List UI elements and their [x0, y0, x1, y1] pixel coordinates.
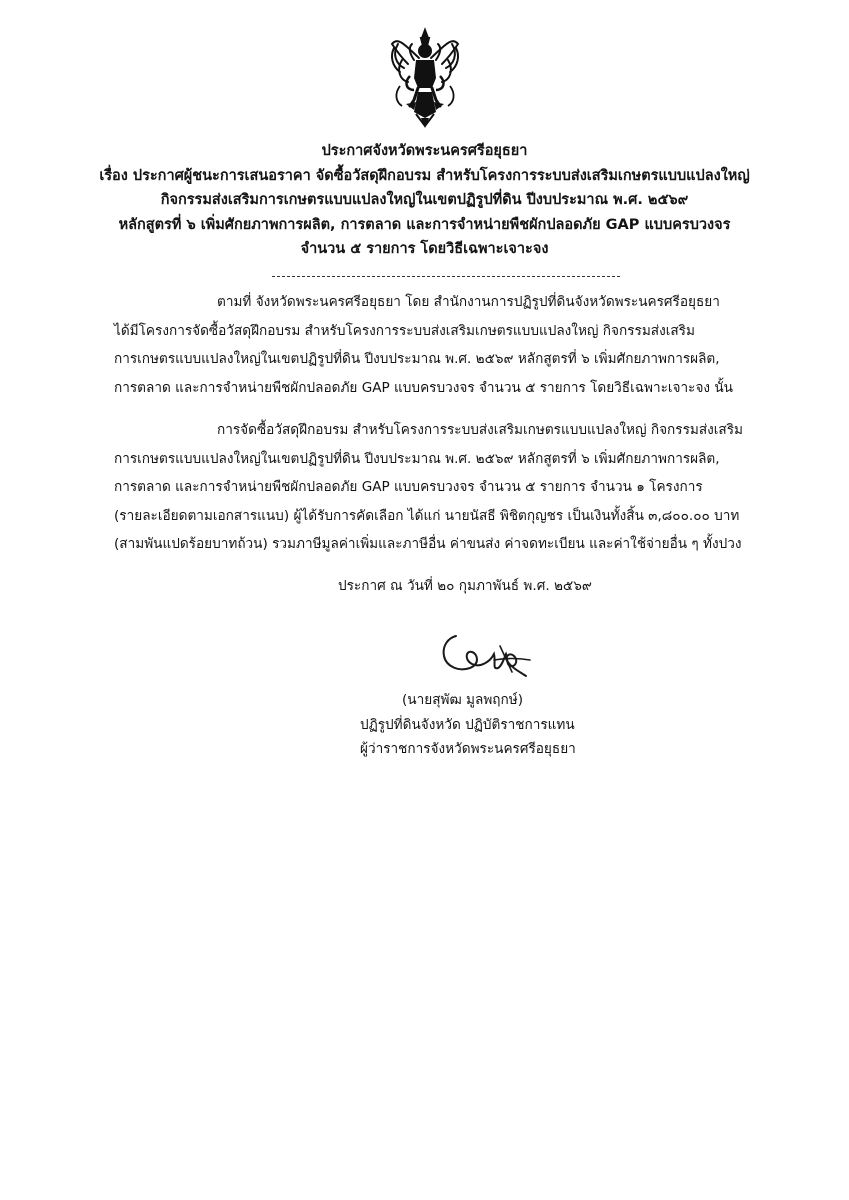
paragraph-line: (รายละเอียดตามเอกสารแนบ) ผู้ได้รับการคัดเลือก ได้แก่ นายนัสธี พิชิตกุญชร เป็นเงินทั้งสิ้น ๓,๘๐๐.๐๐ บาท	[114, 507, 740, 524]
garuda-emblem-icon	[386, 26, 464, 130]
paragraph-line: การจัดซื้อวัสดุฝึกอบรม สำหรับโครงการระบบส่งเสริมเกษตรแบบแปลงใหญ่ กิจกรรมส่งเสริม	[217, 422, 743, 438]
paragraph-line: (สามพันแปดร้อยบาทถ้วน) รวมภาษีมูลค่าเพิ่มและภาษีอื่น ค่าขนส่ง ค่าจดทะเบียน และค่าใช้จ่ายอื่น ๆ ทั้งปวง	[114, 536, 742, 552]
header-title: ประกาศจังหวัดพระนครศรีอยุธยา	[321, 143, 528, 159]
announcement-header	[60, 139, 789, 262]
header-method: จำนวน ๕ รายการ โดยวิธีเฉพาะเจาะจง	[300, 241, 549, 257]
signer-position: ปฏิรูปที่ดินจังหวัด ปฏิบัติราชการแทน	[360, 716, 575, 733]
signer-position-2: ผู้ว่าราชการจังหวัดพระนครศรีอยุธยา	[360, 741, 576, 757]
header-subject: เรื่อง ประกาศผู้ชนะการเสนอราคา จัดซื้อวัสดุฝึกอบรม สำหรับโครงการระบบส่งเสริมเกษตรแบบแปลงใหญ่	[99, 167, 750, 184]
paragraph-line: การตลาด และการจำหน่ายพืชผักปลอดภัย GAP แบบครบวงจร จำนวน ๕ รายการ จำนวน ๑ โครงการ	[114, 479, 703, 495]
paragraph-result	[114, 416, 762, 559]
signature-icon	[434, 632, 544, 684]
paragraph-line: การเกษตรแบบแปลงใหญ่ในเขตปฏิรูปที่ดิน ปีงบประมาณ พ.ศ. ๒๕๖๙ หลักสูตรที่ ๖ เพิ่มศักยภาพการผลิต,	[114, 450, 720, 467]
paragraph-background	[114, 288, 762, 402]
paragraph-line: ได้มีโครงการจัดซื้อวัสดุฝึกอบรม สำหรับโครงการระบบส่งเสริมเกษตรแบบแปลงใหญ่ กิจกรรมส่งเสริม	[114, 322, 695, 339]
announcement-date: ประกาศ ณ วันที่ ๒๐ กุมภาพันธ์ พ.ศ. ๒๕๖๙	[338, 578, 592, 594]
signer-name: (นายสุพัฒ มูลพฤกษ์)	[402, 692, 524, 708]
header-activity: กิจกรรมส่งเสริมการเกษตรแบบแปลงใหญ่ในเขตปฏิรูปที่ดิน ปีงบประมาณ พ.ศ. ๒๕๖๙	[160, 192, 689, 208]
paragraph-line: ตามที่ จังหวัดพระนครศรีอยุธยา โดย สำนักงานการปฏิรูปที่ดินจังหวัดพระนครศรีอยุธยา	[217, 294, 720, 310]
paragraph-line: การเกษตรแบบแปลงใหญ่ในเขตปฏิรูปที่ดิน ปีงบประมาณ พ.ศ. ๒๕๖๙ หลักสูตรที่ ๖ เพิ่มศักยภาพการผลิต,	[114, 351, 720, 367]
paragraph-line: การตลาด และการจำหน่ายพืชผักปลอดภัย GAP แบบครบวงจร จำนวน ๕ รายการ โดยวิธีเฉพาะเจาะจง นั้น	[114, 379, 733, 396]
dashed-divider	[272, 276, 620, 277]
header-course: หลักสูตรที่ ๖ เพิ่มศักยภาพการผลิต, การตลาด และการจำหน่ายพืชผักปลอดภัย GAP แบบครบวงจร	[118, 216, 731, 233]
signer-block	[360, 688, 600, 762]
